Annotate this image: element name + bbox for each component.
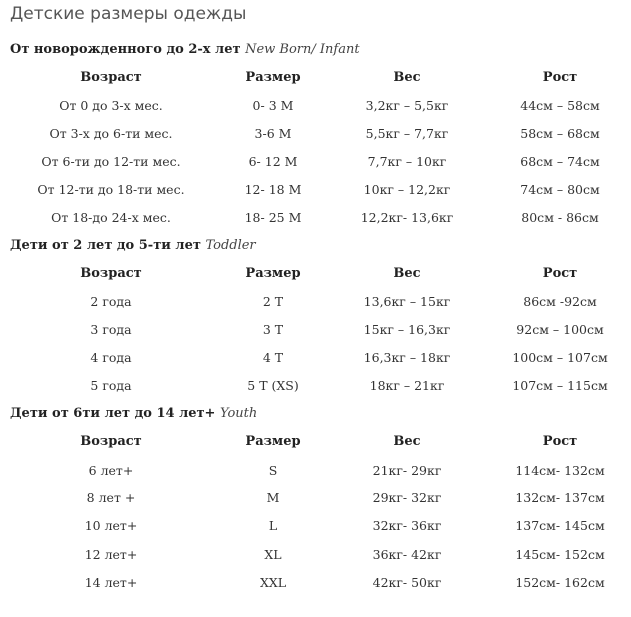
section-heading-infant xyxy=(10,42,360,57)
table-row xyxy=(0,292,631,312)
section-subheading: Youth xyxy=(220,406,258,421)
cell-weight: 42кг- 50кг xyxy=(372,575,442,590)
table-header-toddler xyxy=(0,264,631,284)
cell-size: 3 T xyxy=(262,322,284,337)
column-header-weight: Вес xyxy=(393,70,421,85)
column-header-size: Размер xyxy=(245,70,301,85)
cell-weight: 36кг- 42кг xyxy=(372,547,442,562)
column-header-age: Возраст xyxy=(80,266,142,281)
cell-height: 114см- 132см xyxy=(515,463,605,478)
section-subheading: New Born/ Infant xyxy=(245,42,360,57)
table-row xyxy=(0,180,631,200)
cell-age: От 6-ти до 12-ти мес. xyxy=(41,154,181,169)
cell-weight: 5,5кг – 7,7кг xyxy=(365,126,449,141)
cell-age: От 12-ти до 18-ти мес. xyxy=(37,182,185,197)
cell-weight: 18кг – 21кг xyxy=(369,378,445,393)
cell-height: 44см – 58см xyxy=(520,98,600,113)
cell-weight: 16,3кг – 18кг xyxy=(363,350,451,365)
table-row xyxy=(0,573,631,593)
table-row xyxy=(0,124,631,144)
cell-height: 80см - 86см xyxy=(521,210,599,225)
table-row xyxy=(0,488,631,508)
cell-weight: 7,7кг – 10кг xyxy=(367,154,447,169)
section-heading-youth xyxy=(10,406,257,421)
cell-weight: 32кг- 36кг xyxy=(372,518,442,533)
cell-weight: 10кг – 12,2кг xyxy=(363,182,451,197)
cell-size: 0- 3 M xyxy=(252,98,294,113)
cell-weight: 3,2кг – 5,5кг xyxy=(365,98,449,113)
cell-height: 152см- 162см xyxy=(515,575,605,590)
cell-height: 58см – 68см xyxy=(520,126,600,141)
section-subheading: Toddler xyxy=(205,238,256,253)
column-header-age: Возраст xyxy=(80,70,142,85)
cell-age: От 18-до 24-х мес. xyxy=(51,210,171,225)
cell-size: 18- 25 M xyxy=(244,210,302,225)
table-header-infant xyxy=(0,68,631,88)
cell-weight: 21кг- 29кг xyxy=(372,463,442,478)
column-header-weight: Вес xyxy=(393,266,421,281)
cell-weight: 29кг- 32кг xyxy=(372,490,442,505)
cell-age: От 3-х до 6-ти мес. xyxy=(49,126,173,141)
column-header-size: Размер xyxy=(245,434,301,449)
table-row xyxy=(0,461,631,481)
cell-size: XL xyxy=(264,547,282,562)
table-row xyxy=(0,516,631,536)
cell-size: M xyxy=(266,490,280,505)
cell-age: 2 года xyxy=(90,294,132,309)
cell-size: 6- 12 M xyxy=(248,154,298,169)
cell-height: 145см- 152см xyxy=(515,547,605,562)
column-header-height: Рост xyxy=(542,434,578,449)
table-row xyxy=(0,96,631,116)
cell-height: 100см – 107см xyxy=(512,350,608,365)
cell-age: 3 года xyxy=(90,322,132,337)
table-row xyxy=(0,376,631,396)
section-heading-text: Дети от 2 лет до 5-ти лет xyxy=(10,238,201,253)
section-heading-text: Дети от 6ти лет до 14 лет+ xyxy=(10,406,216,421)
table-row xyxy=(0,320,631,340)
section-heading-toddler xyxy=(10,238,256,253)
cell-age: 5 года xyxy=(90,378,132,393)
cell-size: 3-6 M xyxy=(254,126,292,141)
column-header-height: Рост xyxy=(542,266,578,281)
cell-height: 107см – 115см xyxy=(512,378,608,393)
cell-size: 12- 18 M xyxy=(244,182,302,197)
page-title: Детские размеры одежды xyxy=(10,4,247,24)
cell-age: 12 лет+ xyxy=(84,547,138,562)
column-header-weight: Вес xyxy=(393,434,421,449)
section-heading-text: От новорожденного до 2-х лет xyxy=(10,42,241,57)
cell-height: 137см- 145см xyxy=(515,518,605,533)
cell-weight: 12,2кг- 13,6кг xyxy=(360,210,454,225)
cell-weight: 13,6кг – 15кг xyxy=(363,294,451,309)
table-row xyxy=(0,152,631,172)
table-row xyxy=(0,208,631,228)
cell-size: 2 T xyxy=(262,294,284,309)
cell-size: L xyxy=(268,518,278,533)
cell-height: 132см- 137см xyxy=(515,490,605,505)
cell-height: 68см – 74см xyxy=(520,154,600,169)
table-row xyxy=(0,348,631,368)
cell-size: XXL xyxy=(259,575,287,590)
cell-height: 86см -92см xyxy=(523,294,597,309)
cell-height: 74см – 80см xyxy=(520,182,600,197)
cell-age: 10 лет+ xyxy=(84,518,138,533)
cell-size: 4 T xyxy=(262,350,284,365)
column-header-size: Размер xyxy=(245,266,301,281)
column-header-age: Возраст xyxy=(80,434,142,449)
cell-weight: 15кг – 16,3кг xyxy=(363,322,451,337)
column-header-height: Рост xyxy=(542,70,578,85)
cell-size: 5 T (XS) xyxy=(247,378,299,393)
cell-height: 92см – 100см xyxy=(516,322,604,337)
cell-size: S xyxy=(268,463,278,478)
cell-age: 14 лет+ xyxy=(84,575,138,590)
cell-age: 6 лет+ xyxy=(88,463,134,478)
cell-age: 4 года xyxy=(90,350,132,365)
table-header-youth xyxy=(0,432,631,452)
cell-age: 8 лет + xyxy=(86,490,136,505)
table-row xyxy=(0,545,631,565)
cell-age: От 0 до 3-х мес. xyxy=(59,98,163,113)
